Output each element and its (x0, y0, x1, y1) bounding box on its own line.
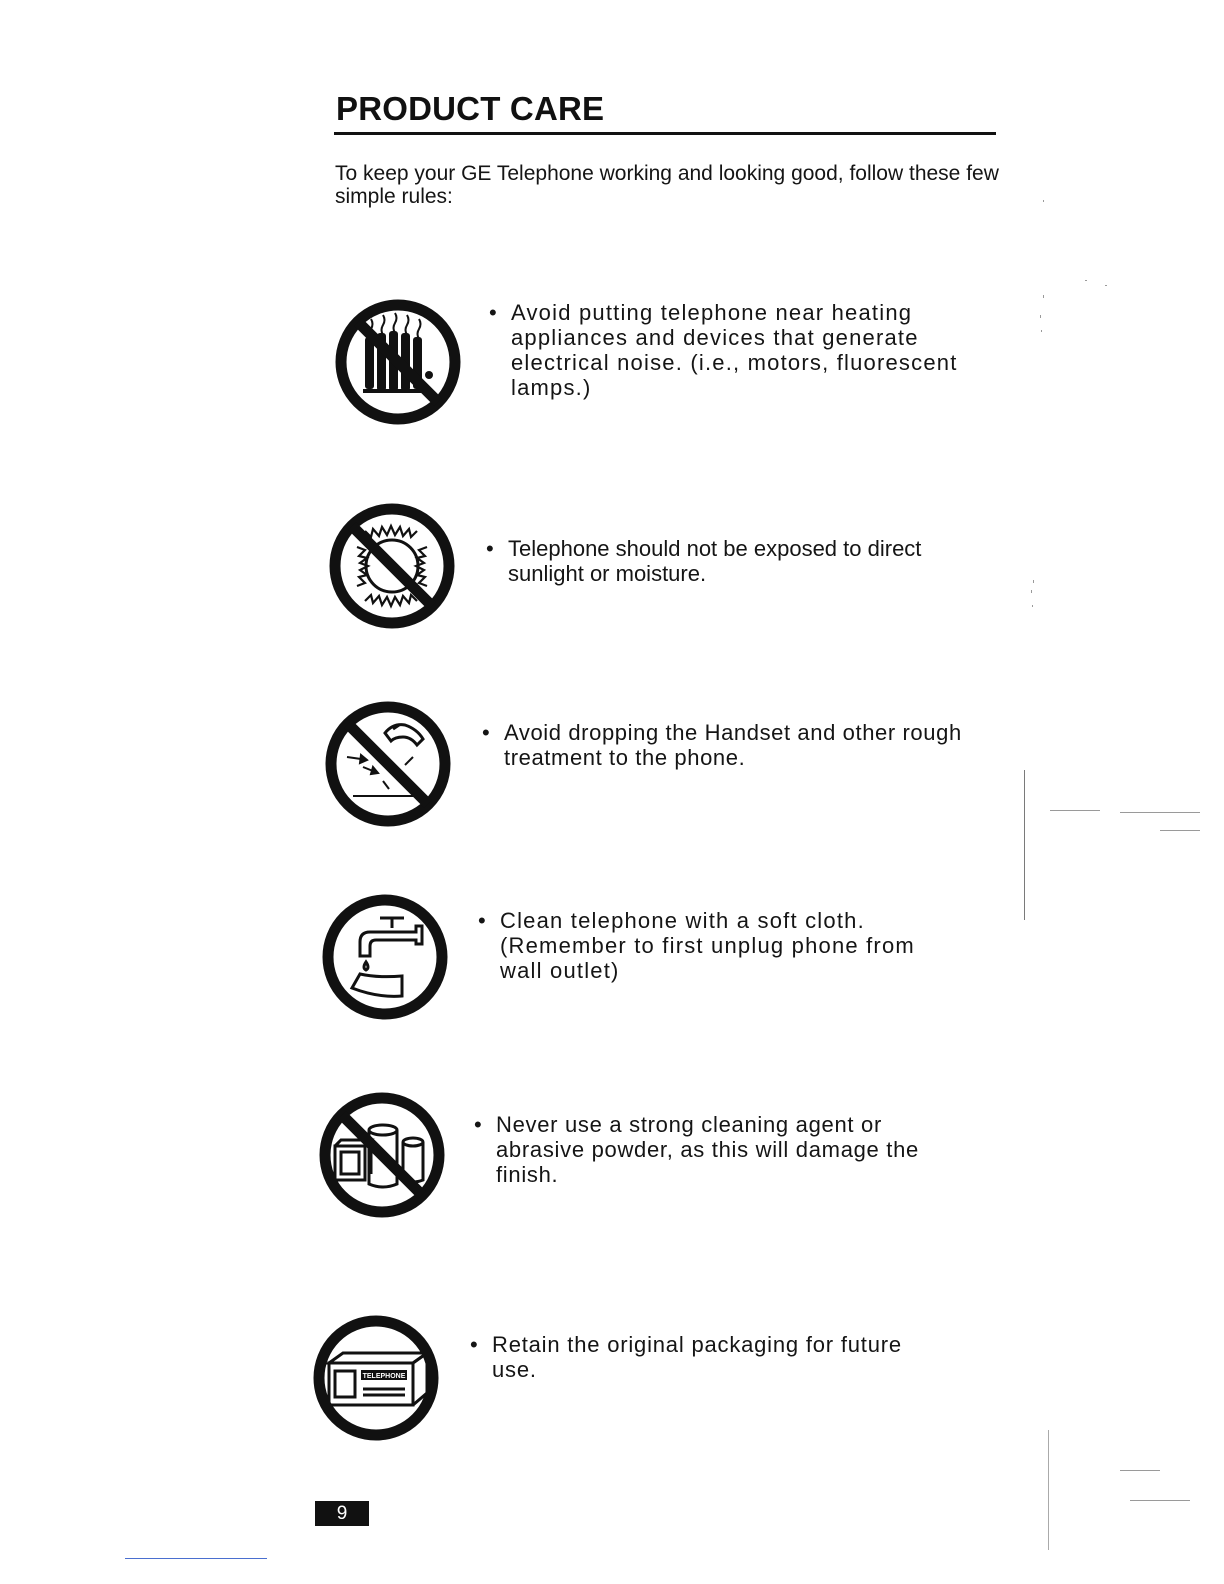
scan-noise (1010, 180, 1224, 1584)
care-item-text (489, 300, 963, 400)
no-sunlight-icon (327, 501, 457, 631)
no-dropping-icon (323, 699, 453, 829)
bullet: • (489, 300, 498, 325)
care-item-label: Clean telephone with a soft cloth. (Remember to first unplug phone from wall outlet) (500, 908, 915, 983)
care-item-text (474, 1112, 944, 1187)
package-box-label: TELEPHONE (362, 1373, 406, 1380)
care-item-label: Telephone should not be exposed to direct sunlight or moisture. (508, 536, 922, 586)
care-item-text (486, 536, 968, 586)
packaging-box-icon (311, 1313, 441, 1443)
title-rule (334, 132, 996, 135)
page-title: PRODUCT CARE (336, 90, 605, 127)
footer-divider (125, 1558, 267, 1559)
care-item-text (478, 908, 948, 983)
bullet: • (482, 720, 491, 745)
bullet: • (478, 908, 487, 933)
care-item-label: Avoid putting telephone near heating appliances and devices that generate electrical noise. (i.e., motors, fluorescent lamps.) (511, 300, 958, 400)
bullet: • (470, 1332, 479, 1357)
faucet-cloth-icon (320, 892, 450, 1022)
bullet: • (486, 536, 494, 561)
care-item-label: Avoid dropping the Handset and other rough treatment to the phone. (504, 720, 962, 770)
care-item-text (482, 720, 964, 770)
care-item-text (470, 1332, 942, 1382)
no-cleaning-agents-icon (317, 1090, 447, 1220)
bullet: • (474, 1112, 483, 1137)
care-item-label: Retain the original packaging for future use. (492, 1332, 902, 1382)
page-number: 9 (315, 1501, 369, 1526)
intro-text: To keep your GE Telephone working and looking good, follow these few simple rules: (335, 162, 999, 208)
care-item-label: Never use a strong cleaning agent or abrasive powder, as this will damage the finish. (496, 1112, 919, 1187)
no-heater-icon (333, 297, 463, 427)
